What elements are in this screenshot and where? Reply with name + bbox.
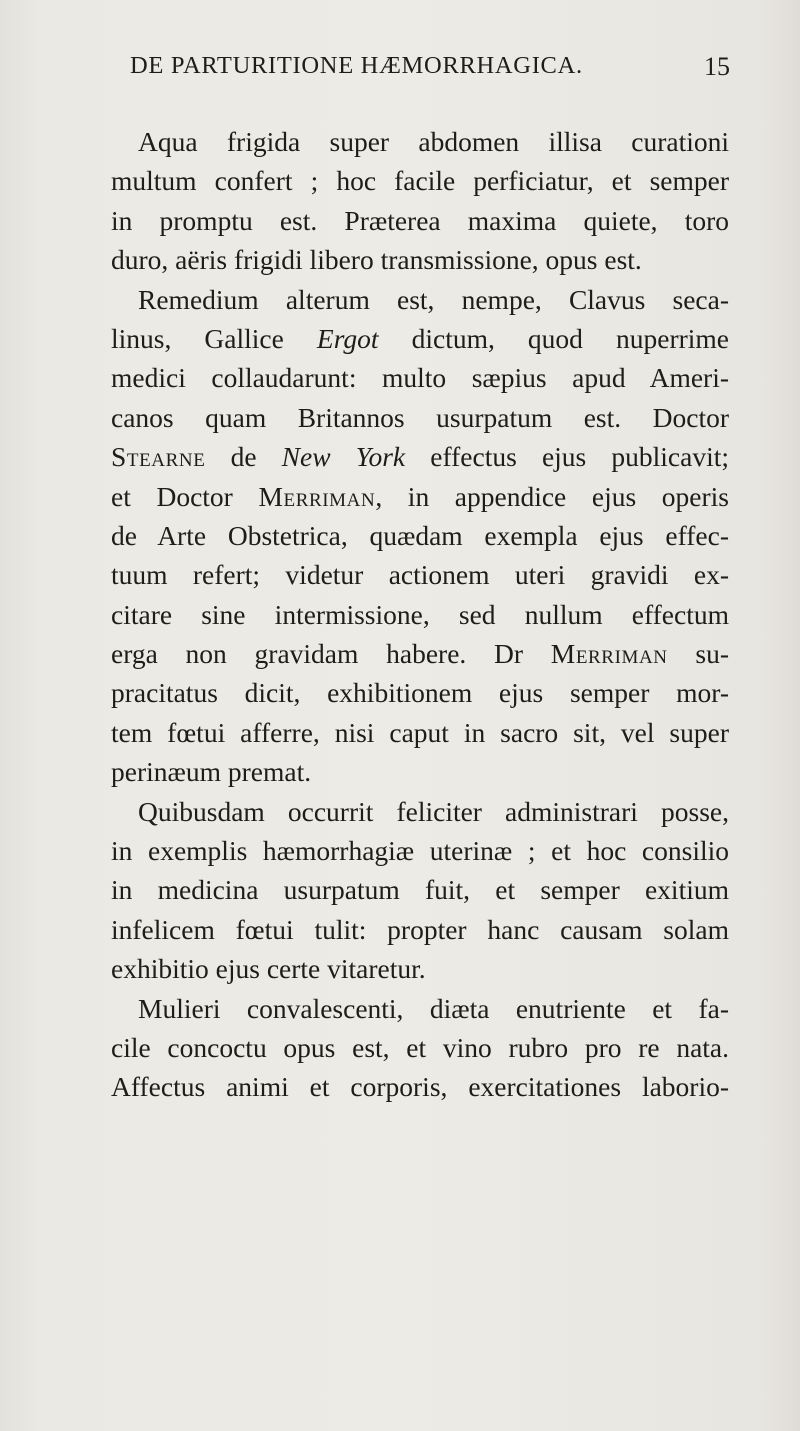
running-head: [130, 52, 730, 102]
name-stearne: Stearne: [111, 441, 206, 473]
paragraph-2: [111, 280, 729, 792]
name-merriman: Merriman: [258, 480, 376, 512]
paragraph-1: [111, 122, 729, 280]
italic-place-new-york: New York: [281, 441, 406, 473]
text-line: Mulieri convalescenti, diæta enutriente et fa-: [138, 992, 729, 1024]
text-line: in exemplis hæmorrhagiæ uterinæ ; et hoc consilio: [111, 835, 729, 867]
text-line: Affectus animi et corporis, exercitationes laborio-: [111, 1071, 729, 1103]
text-line: cile concoctu opus est, et vino rubro pro re nata.: [111, 1031, 729, 1063]
running-title: DE PARTURITIONE HÆMORRHAGICA.: [130, 52, 583, 79]
page-number: 15: [704, 52, 730, 81]
text-line: citare sine intermissione, sed nullum effectum: [111, 598, 729, 630]
text-line: infelicem fœtui tulit: propter hanc causam solam: [111, 913, 729, 945]
name-merriman: Merriman: [550, 638, 668, 670]
text-line: pracitatus dicit, exhibitionem ejus semper mor-: [111, 677, 729, 709]
text-line: exhibitio ejus certe vitaretur.: [111, 953, 426, 985]
text-line: de Arte Obstetrica, quædam exempla ejus effec-: [111, 519, 729, 551]
paragraph-3: [111, 792, 729, 989]
body-text: [111, 122, 729, 1107]
text-line: Stearne de New York effectus ejus publicavit;: [111, 441, 729, 473]
text-line: Quibusdam occurrit feliciter administrari posse,: [138, 795, 729, 827]
text-line: in medicina usurpatum fuit, et semper exitium: [111, 874, 729, 906]
text-line: Remedium alterum est, nempe, Clavus seca-: [138, 283, 729, 315]
text-line: Aqua frigida super abdomen illisa curationi: [138, 126, 729, 157]
italic-term-ergot: Ergot: [316, 322, 379, 354]
text-line: erga non gravidam habere. Dr Merriman su-: [111, 638, 729, 670]
text-line: tem fœtui afferre, nisi caput in sacro sit, vel super: [111, 716, 729, 748]
text-line: multum confert ; hoc facile perficiatur, et semper: [111, 165, 729, 197]
text-line: et Doctor Merriman, in appendice ejus operis: [111, 480, 729, 512]
text-line: duro, aëris frigidi libero transmissione, opus est.: [111, 244, 642, 276]
text-line: linus, Gallice Ergot dictum, quod nuperrime: [111, 322, 729, 354]
text-line: in promptu est. Præterea maxima quiete, toro: [111, 204, 729, 236]
text-line: perinæum premat.: [111, 756, 312, 788]
text-line: medici collaudarunt: multo sæpius apud Ameri-: [111, 362, 729, 394]
text-line: canos quam Britannos usurpatum est. Doctor: [111, 401, 729, 433]
paragraph-4: [111, 989, 729, 1107]
text-line: tuum refert; videtur actionem uteri gravidi ex-: [111, 559, 729, 591]
